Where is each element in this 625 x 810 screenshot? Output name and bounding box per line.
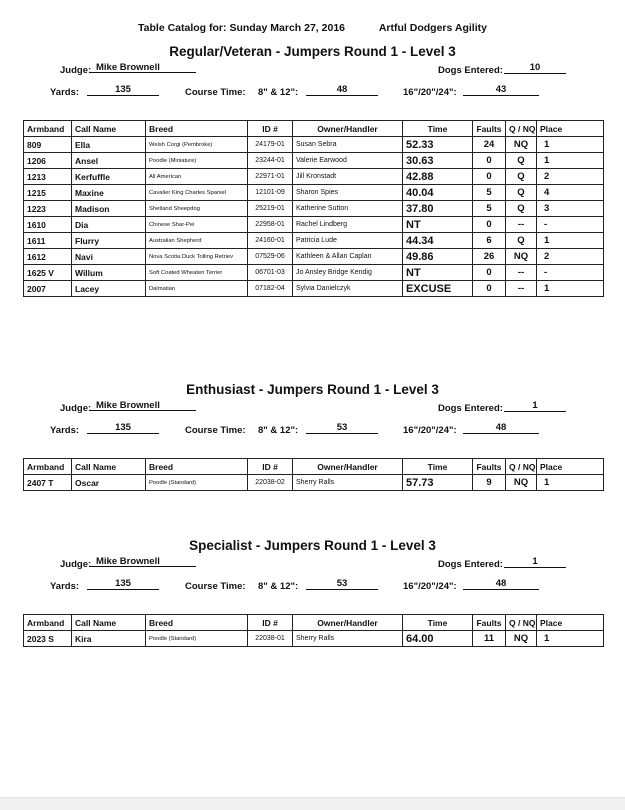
judge-label: Judge: bbox=[60, 65, 92, 76]
column-header: Place bbox=[537, 121, 604, 137]
time-cell: 52.33 bbox=[403, 137, 473, 153]
small-heights-label: 8" & 12": bbox=[258, 425, 299, 436]
column-header: Breed bbox=[146, 459, 248, 475]
course-time-label: Course Time: bbox=[185, 87, 246, 98]
place-cell: 1 bbox=[537, 137, 604, 153]
table-row bbox=[24, 169, 604, 185]
section-title: Enthusiast - Jumpers Round 1 - Level 3 bbox=[186, 382, 439, 397]
faults-cell: 0 bbox=[473, 153, 506, 169]
q-cell: Q bbox=[506, 169, 537, 185]
time-cell: NT bbox=[403, 217, 473, 233]
time-cell: EXCUSE bbox=[403, 281, 473, 297]
table-row bbox=[24, 475, 604, 491]
id-cell: 22971-01 bbox=[248, 169, 293, 185]
header-row bbox=[24, 459, 604, 475]
time-small-value: 53 bbox=[306, 422, 378, 434]
dogs-entered-value: 1 bbox=[504, 556, 566, 568]
place-cell: 3 bbox=[537, 201, 604, 217]
faults-cell: 5 bbox=[473, 185, 506, 201]
place-cell: - bbox=[537, 265, 604, 281]
armband-cell: 1612 bbox=[24, 249, 72, 265]
column-header: Breed bbox=[146, 121, 248, 137]
owner-cell: Rachel Lindberg bbox=[293, 217, 403, 233]
dogs-entered-value: 1 bbox=[504, 400, 566, 412]
time-cell: 64.00 bbox=[403, 631, 473, 647]
call-name-cell: Lacey bbox=[72, 281, 146, 297]
place-cell: 4 bbox=[537, 185, 604, 201]
time-small-value: 48 bbox=[306, 84, 378, 96]
id-cell: 24160-01 bbox=[248, 233, 293, 249]
armband-cell: 1213 bbox=[24, 169, 72, 185]
column-header: Q / NQ bbox=[506, 615, 537, 631]
judge-name: Mike Brownell bbox=[90, 62, 196, 73]
yards-label: Yards: bbox=[50, 425, 80, 436]
id-cell: 24179-01 bbox=[248, 137, 293, 153]
column-header: Faults bbox=[473, 121, 506, 137]
viewer-bottom-edge bbox=[0, 797, 625, 810]
q-cell: NQ bbox=[506, 249, 537, 265]
id-cell: 22038-01 bbox=[248, 631, 293, 647]
id-cell: 23244-01 bbox=[248, 153, 293, 169]
breed-cell: Poodle (Miniature) bbox=[146, 153, 248, 169]
owner-cell: Jill Kronstadt bbox=[293, 169, 403, 185]
place-cell: 1 bbox=[537, 475, 604, 491]
breed-cell: Australian Shepherd bbox=[146, 233, 248, 249]
faults-cell: 0 bbox=[473, 217, 506, 233]
call-name-cell: Navi bbox=[72, 249, 146, 265]
results-table bbox=[23, 120, 604, 297]
club-name: Artful Dodgers Agility bbox=[378, 22, 487, 34]
breed-cell: All American bbox=[146, 169, 248, 185]
table-row bbox=[24, 185, 604, 201]
column-header: Time bbox=[403, 615, 473, 631]
q-cell: NQ bbox=[506, 475, 537, 491]
breed-cell: Shetland Sheepdog bbox=[146, 201, 248, 217]
table-row bbox=[24, 217, 604, 233]
column-header: Armband bbox=[24, 615, 72, 631]
place-cell: 2 bbox=[537, 249, 604, 265]
column-header: Faults bbox=[473, 459, 506, 475]
time-large-value: 43 bbox=[463, 84, 539, 96]
column-header: ID # bbox=[248, 615, 293, 631]
armband-cell: 1610 bbox=[24, 217, 72, 233]
owner-cell: Valerie Earwood bbox=[293, 153, 403, 169]
judge-name: Mike Brownell bbox=[90, 556, 196, 567]
faults-cell: 5 bbox=[473, 201, 506, 217]
table-row bbox=[24, 137, 604, 153]
catalog-header bbox=[0, 22, 625, 34]
column-header: Owner/Handler bbox=[293, 121, 403, 137]
q-cell: Q bbox=[506, 233, 537, 249]
place-cell: 2 bbox=[537, 169, 604, 185]
large-heights-label: 16"/20"/24": bbox=[403, 425, 457, 436]
column-header: Q / NQ bbox=[506, 121, 537, 137]
dogs-entered-value: 10 bbox=[504, 62, 566, 74]
dogs-entered-label: Dogs Entered: bbox=[438, 65, 503, 76]
armband-cell: 1625 V bbox=[24, 265, 72, 281]
results-table bbox=[23, 458, 604, 491]
call-name-cell: Oscar bbox=[72, 475, 146, 491]
table-row bbox=[24, 281, 604, 297]
armband-cell: 2407 T bbox=[24, 475, 72, 491]
catalog-date: Sunday March 27, 2016 bbox=[229, 22, 345, 34]
yards-label: Yards: bbox=[50, 581, 80, 592]
column-header: Place bbox=[537, 459, 604, 475]
judge-label: Judge: bbox=[60, 403, 92, 414]
breed-cell: Nova Scotia Duck Tolling Retriev bbox=[146, 249, 248, 265]
faults-cell: 24 bbox=[473, 137, 506, 153]
time-cell: 40.04 bbox=[403, 185, 473, 201]
table-row bbox=[24, 265, 604, 281]
breed-cell: Dalmatian bbox=[146, 281, 248, 297]
id-cell: 07529-06 bbox=[248, 249, 293, 265]
q-cell: -- bbox=[506, 217, 537, 233]
yards-value: 135 bbox=[87, 84, 159, 96]
dogs-entered-label: Dogs Entered: bbox=[438, 403, 503, 414]
place-cell: 1 bbox=[537, 631, 604, 647]
faults-cell: 0 bbox=[473, 281, 506, 297]
place-cell: 1 bbox=[537, 153, 604, 169]
id-cell: 22958-01 bbox=[248, 217, 293, 233]
results-table bbox=[23, 614, 604, 647]
q-cell: -- bbox=[506, 281, 537, 297]
id-cell: 07182-04 bbox=[248, 281, 293, 297]
id-cell: 06701-03 bbox=[248, 265, 293, 281]
call-name-cell: Kerfuffle bbox=[72, 169, 146, 185]
time-cell: 30.63 bbox=[403, 153, 473, 169]
header-row bbox=[24, 615, 604, 631]
q-cell: Q bbox=[506, 201, 537, 217]
small-heights-label: 8" & 12": bbox=[258, 581, 299, 592]
id-cell: 22038-02 bbox=[248, 475, 293, 491]
q-cell: Q bbox=[506, 153, 537, 169]
table-row bbox=[24, 631, 604, 647]
column-header: Time bbox=[403, 459, 473, 475]
owner-cell: Sherry Ralls bbox=[293, 631, 403, 647]
large-heights-label: 16"/20"/24": bbox=[403, 581, 457, 592]
armband-cell: 1206 bbox=[24, 153, 72, 169]
column-header: Owner/Handler bbox=[293, 459, 403, 475]
call-name-cell: Ansel bbox=[72, 153, 146, 169]
column-header: Breed bbox=[146, 615, 248, 631]
armband-cell: 1611 bbox=[24, 233, 72, 249]
column-header: Q / NQ bbox=[506, 459, 537, 475]
breed-cell: Poodle (Standard) bbox=[146, 631, 248, 647]
dogs-entered-label: Dogs Entered: bbox=[438, 559, 503, 570]
header-row bbox=[24, 121, 604, 137]
time-small-value: 53 bbox=[306, 578, 378, 590]
course-time-label: Course Time: bbox=[185, 425, 246, 436]
breed-cell: Soft Coated Wheaten Terrier bbox=[146, 265, 248, 281]
q-cell: Q bbox=[506, 185, 537, 201]
faults-cell: 0 bbox=[473, 265, 506, 281]
armband-cell: 2007 bbox=[24, 281, 72, 297]
place-cell: 1 bbox=[537, 233, 604, 249]
yards-value: 135 bbox=[87, 578, 159, 590]
faults-cell: 0 bbox=[473, 169, 506, 185]
large-heights-label: 16"/20"/24": bbox=[403, 87, 457, 98]
section-title: Regular/Veteran - Jumpers Round 1 - Level 3 bbox=[169, 44, 456, 59]
column-header: Call Name bbox=[72, 615, 146, 631]
time-large-value: 48 bbox=[463, 422, 539, 434]
armband-cell: 809 bbox=[24, 137, 72, 153]
table-row bbox=[24, 201, 604, 217]
time-cell: NT bbox=[403, 265, 473, 281]
owner-cell: Susan Sebra bbox=[293, 137, 403, 153]
time-large-value: 48 bbox=[463, 578, 539, 590]
faults-cell: 9 bbox=[473, 475, 506, 491]
q-cell: NQ bbox=[506, 137, 537, 153]
armband-cell: 2023 S bbox=[24, 631, 72, 647]
owner-cell: Sharon Spies bbox=[293, 185, 403, 201]
yards-label: Yards: bbox=[50, 87, 80, 98]
place-cell: - bbox=[537, 217, 604, 233]
call-name-cell: Maxine bbox=[72, 185, 146, 201]
catalog-label: Table Catalog for: bbox=[138, 22, 227, 34]
time-cell: 57.73 bbox=[403, 475, 473, 491]
breed-cell: Cavalier King Charles Spaniel bbox=[146, 185, 248, 201]
table-row bbox=[24, 233, 604, 249]
breed-cell: Welsh Corgi (Pembroke) bbox=[146, 137, 248, 153]
owner-cell: Kathleen & Allan Caplan bbox=[293, 249, 403, 265]
call-name-cell: Dia bbox=[72, 217, 146, 233]
owner-cell: Patricia Lude bbox=[293, 233, 403, 249]
course-time-label: Course Time: bbox=[185, 581, 246, 592]
call-name-cell: Willum bbox=[72, 265, 146, 281]
call-name-cell: Kira bbox=[72, 631, 146, 647]
time-cell: 49.86 bbox=[403, 249, 473, 265]
column-header: Call Name bbox=[72, 459, 146, 475]
column-header: Time bbox=[403, 121, 473, 137]
q-cell: NQ bbox=[506, 631, 537, 647]
armband-cell: 1215 bbox=[24, 185, 72, 201]
table-row bbox=[24, 249, 604, 265]
breed-cell: Poodle (Standard) bbox=[146, 475, 248, 491]
table-row bbox=[24, 153, 604, 169]
faults-cell: 6 bbox=[473, 233, 506, 249]
column-header: ID # bbox=[248, 459, 293, 475]
judge-label: Judge: bbox=[60, 559, 92, 570]
armband-cell: 1223 bbox=[24, 201, 72, 217]
owner-cell: Sylvia Danielczyk bbox=[293, 281, 403, 297]
owner-cell: Katherine Sutton bbox=[293, 201, 403, 217]
section-title: Specialist - Jumpers Round 1 - Level 3 bbox=[189, 538, 436, 553]
column-header: Armband bbox=[24, 121, 72, 137]
id-cell: 12101-09 bbox=[248, 185, 293, 201]
faults-cell: 11 bbox=[473, 631, 506, 647]
judge-name: Mike Brownell bbox=[90, 400, 196, 411]
call-name-cell: Madison bbox=[72, 201, 146, 217]
column-header: Owner/Handler bbox=[293, 615, 403, 631]
q-cell: -- bbox=[506, 265, 537, 281]
call-name-cell: Flurry bbox=[72, 233, 146, 249]
column-header: Place bbox=[537, 615, 604, 631]
id-cell: 25219-01 bbox=[248, 201, 293, 217]
breed-cell: Chinese Shar-Pei bbox=[146, 217, 248, 233]
column-header: Faults bbox=[473, 615, 506, 631]
owner-cell: Sherry Ralls bbox=[293, 475, 403, 491]
small-heights-label: 8" & 12": bbox=[258, 87, 299, 98]
owner-cell: Jo Ansley Bridge Kendig bbox=[293, 265, 403, 281]
time-cell: 37.80 bbox=[403, 201, 473, 217]
faults-cell: 26 bbox=[473, 249, 506, 265]
yards-value: 135 bbox=[87, 422, 159, 434]
time-cell: 42.88 bbox=[403, 169, 473, 185]
time-cell: 44.34 bbox=[403, 233, 473, 249]
column-header: Armband bbox=[24, 459, 72, 475]
call-name-cell: Ella bbox=[72, 137, 146, 153]
column-header: ID # bbox=[248, 121, 293, 137]
column-header: Call Name bbox=[72, 121, 146, 137]
place-cell: 1 bbox=[537, 281, 604, 297]
